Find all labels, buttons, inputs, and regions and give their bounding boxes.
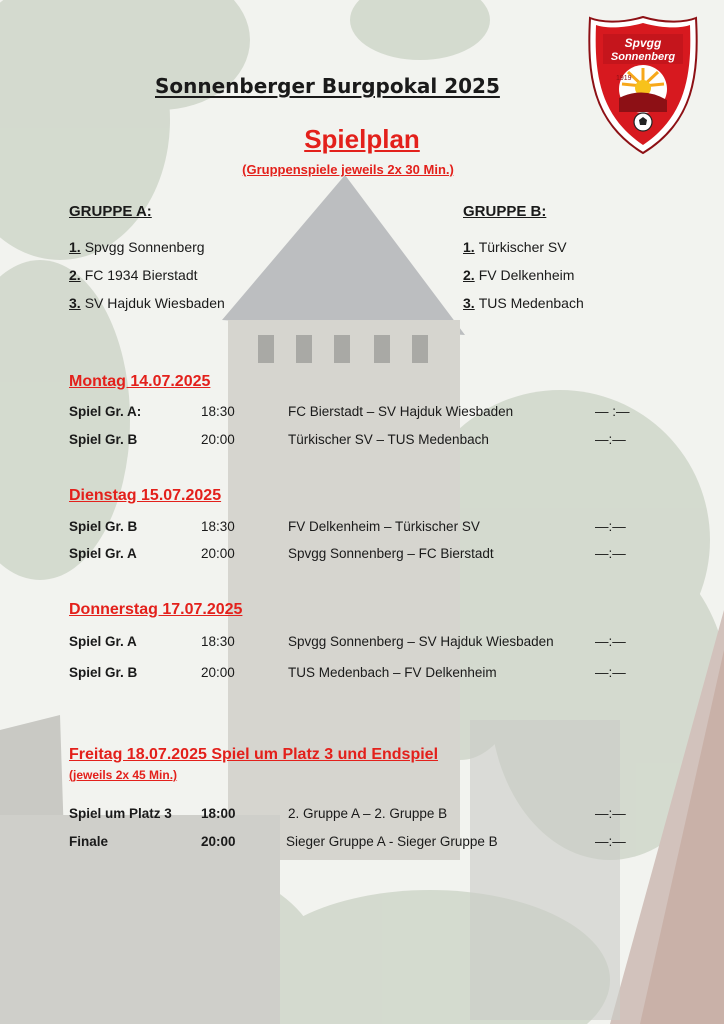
game-label: Spiel Gr. B [69,432,138,447]
game-label: Spiel Gr. A [69,634,137,649]
group-a-team [69,261,299,289]
game-label: Spiel Gr. A: [69,404,142,419]
game-label: Spiel um Platz 3 [69,806,172,821]
game-match: Sieger Gruppe A - Sieger Gruppe B [286,834,498,849]
team-name: FV Delkenheim [478,267,575,283]
group-b-team [463,289,693,317]
game-match: TUS Medenbach – FV Delkenheim [288,665,497,680]
game-time: 20:00 [201,834,236,849]
game-match: FV Delkenheim – Türkischer SV [288,519,480,534]
game-label: Spiel Gr. B [69,519,138,534]
group-b [463,203,693,317]
game-row [0,806,724,826]
group-a-title: GRUPPE A: [69,203,152,220]
team-rank: 1. [463,239,475,255]
team-rank: 2. [69,267,81,283]
game-time: 18:30 [201,404,235,419]
game-score: —:— [595,432,626,447]
game-score: —:— [595,519,626,534]
game-time: 20:00 [201,546,235,561]
day-heading-monday: Montag 14.07.2025 [69,373,211,390]
day-heading-thursday: Donnerstag 17.07.2025 [69,601,243,618]
game-label: Spiel Gr. B [69,665,138,680]
game-match: Türkischer SV – TUS Medenbach [288,432,489,447]
game-score: —:— [595,634,626,649]
game-match: Spvgg Sonnenberg – FC Bierstadt [288,546,494,561]
event-title: Sonnenberger Burgpokal 2025 [155,74,500,98]
logo-text-line1: Spvgg [624,36,662,50]
logo-text-line2: Sonnenberg [610,51,676,63]
game-time: 18:30 [201,634,235,649]
game-row [0,404,724,424]
game-match: FC Bierstadt – SV Hajduk Wiesbaden [288,404,514,419]
final-duration-note: (jeweils 2x 45 Min.) [69,768,178,782]
game-row [0,834,724,854]
game-label: Spiel Gr. A [69,546,137,561]
team-name: FC 1934 Bierstadt [84,267,198,283]
game-row [0,432,724,452]
group-a-team [69,233,299,261]
team-rank: 3. [69,295,81,311]
day-heading-friday: Freitag 18.07.2025 Spiel um Platz 3 und Endspiel [69,746,439,763]
game-score: —:— [595,806,626,821]
game-time: 20:00 [201,665,235,680]
game-row [0,519,724,539]
group-b-title: GRUPPE B: [463,203,547,220]
logo-year: 1919 [616,75,632,82]
game-time: 18:30 [201,519,235,534]
game-row [0,665,724,685]
schedule-heading: Spielplan [304,124,420,154]
group-a [69,203,299,317]
game-row [0,546,724,566]
schedule-subtitle: (Gruppenspiele jeweils 2x 30 Min.) [242,162,454,177]
team-name: Spvgg Sonnenberg [84,239,205,255]
game-score: — :— [595,404,630,419]
team-name: Türkischer SV [478,239,567,255]
game-row [0,634,724,654]
group-b-team [463,233,693,261]
game-score: —:— [595,834,626,849]
group-b-team [463,261,693,289]
game-score: —:— [595,546,626,561]
game-score: —:— [595,665,626,680]
team-name: SV Hajduk Wiesbaden [84,295,225,311]
day-heading-tuesday: Dienstag 15.07.2025 [69,487,222,504]
game-match: 2. Gruppe A – 2. Gruppe B [288,806,448,821]
team-rank: 1. [69,239,81,255]
game-time: 20:00 [201,432,235,447]
team-name: TUS Medenbach [478,295,584,311]
game-match: Spvgg Sonnenberg – SV Hajduk Wiesbaden [288,634,554,649]
team-rank: 3. [463,295,475,311]
game-label: Finale [69,834,109,849]
game-time: 18:00 [201,806,236,821]
group-a-team [69,289,299,317]
team-rank: 2. [463,267,475,283]
